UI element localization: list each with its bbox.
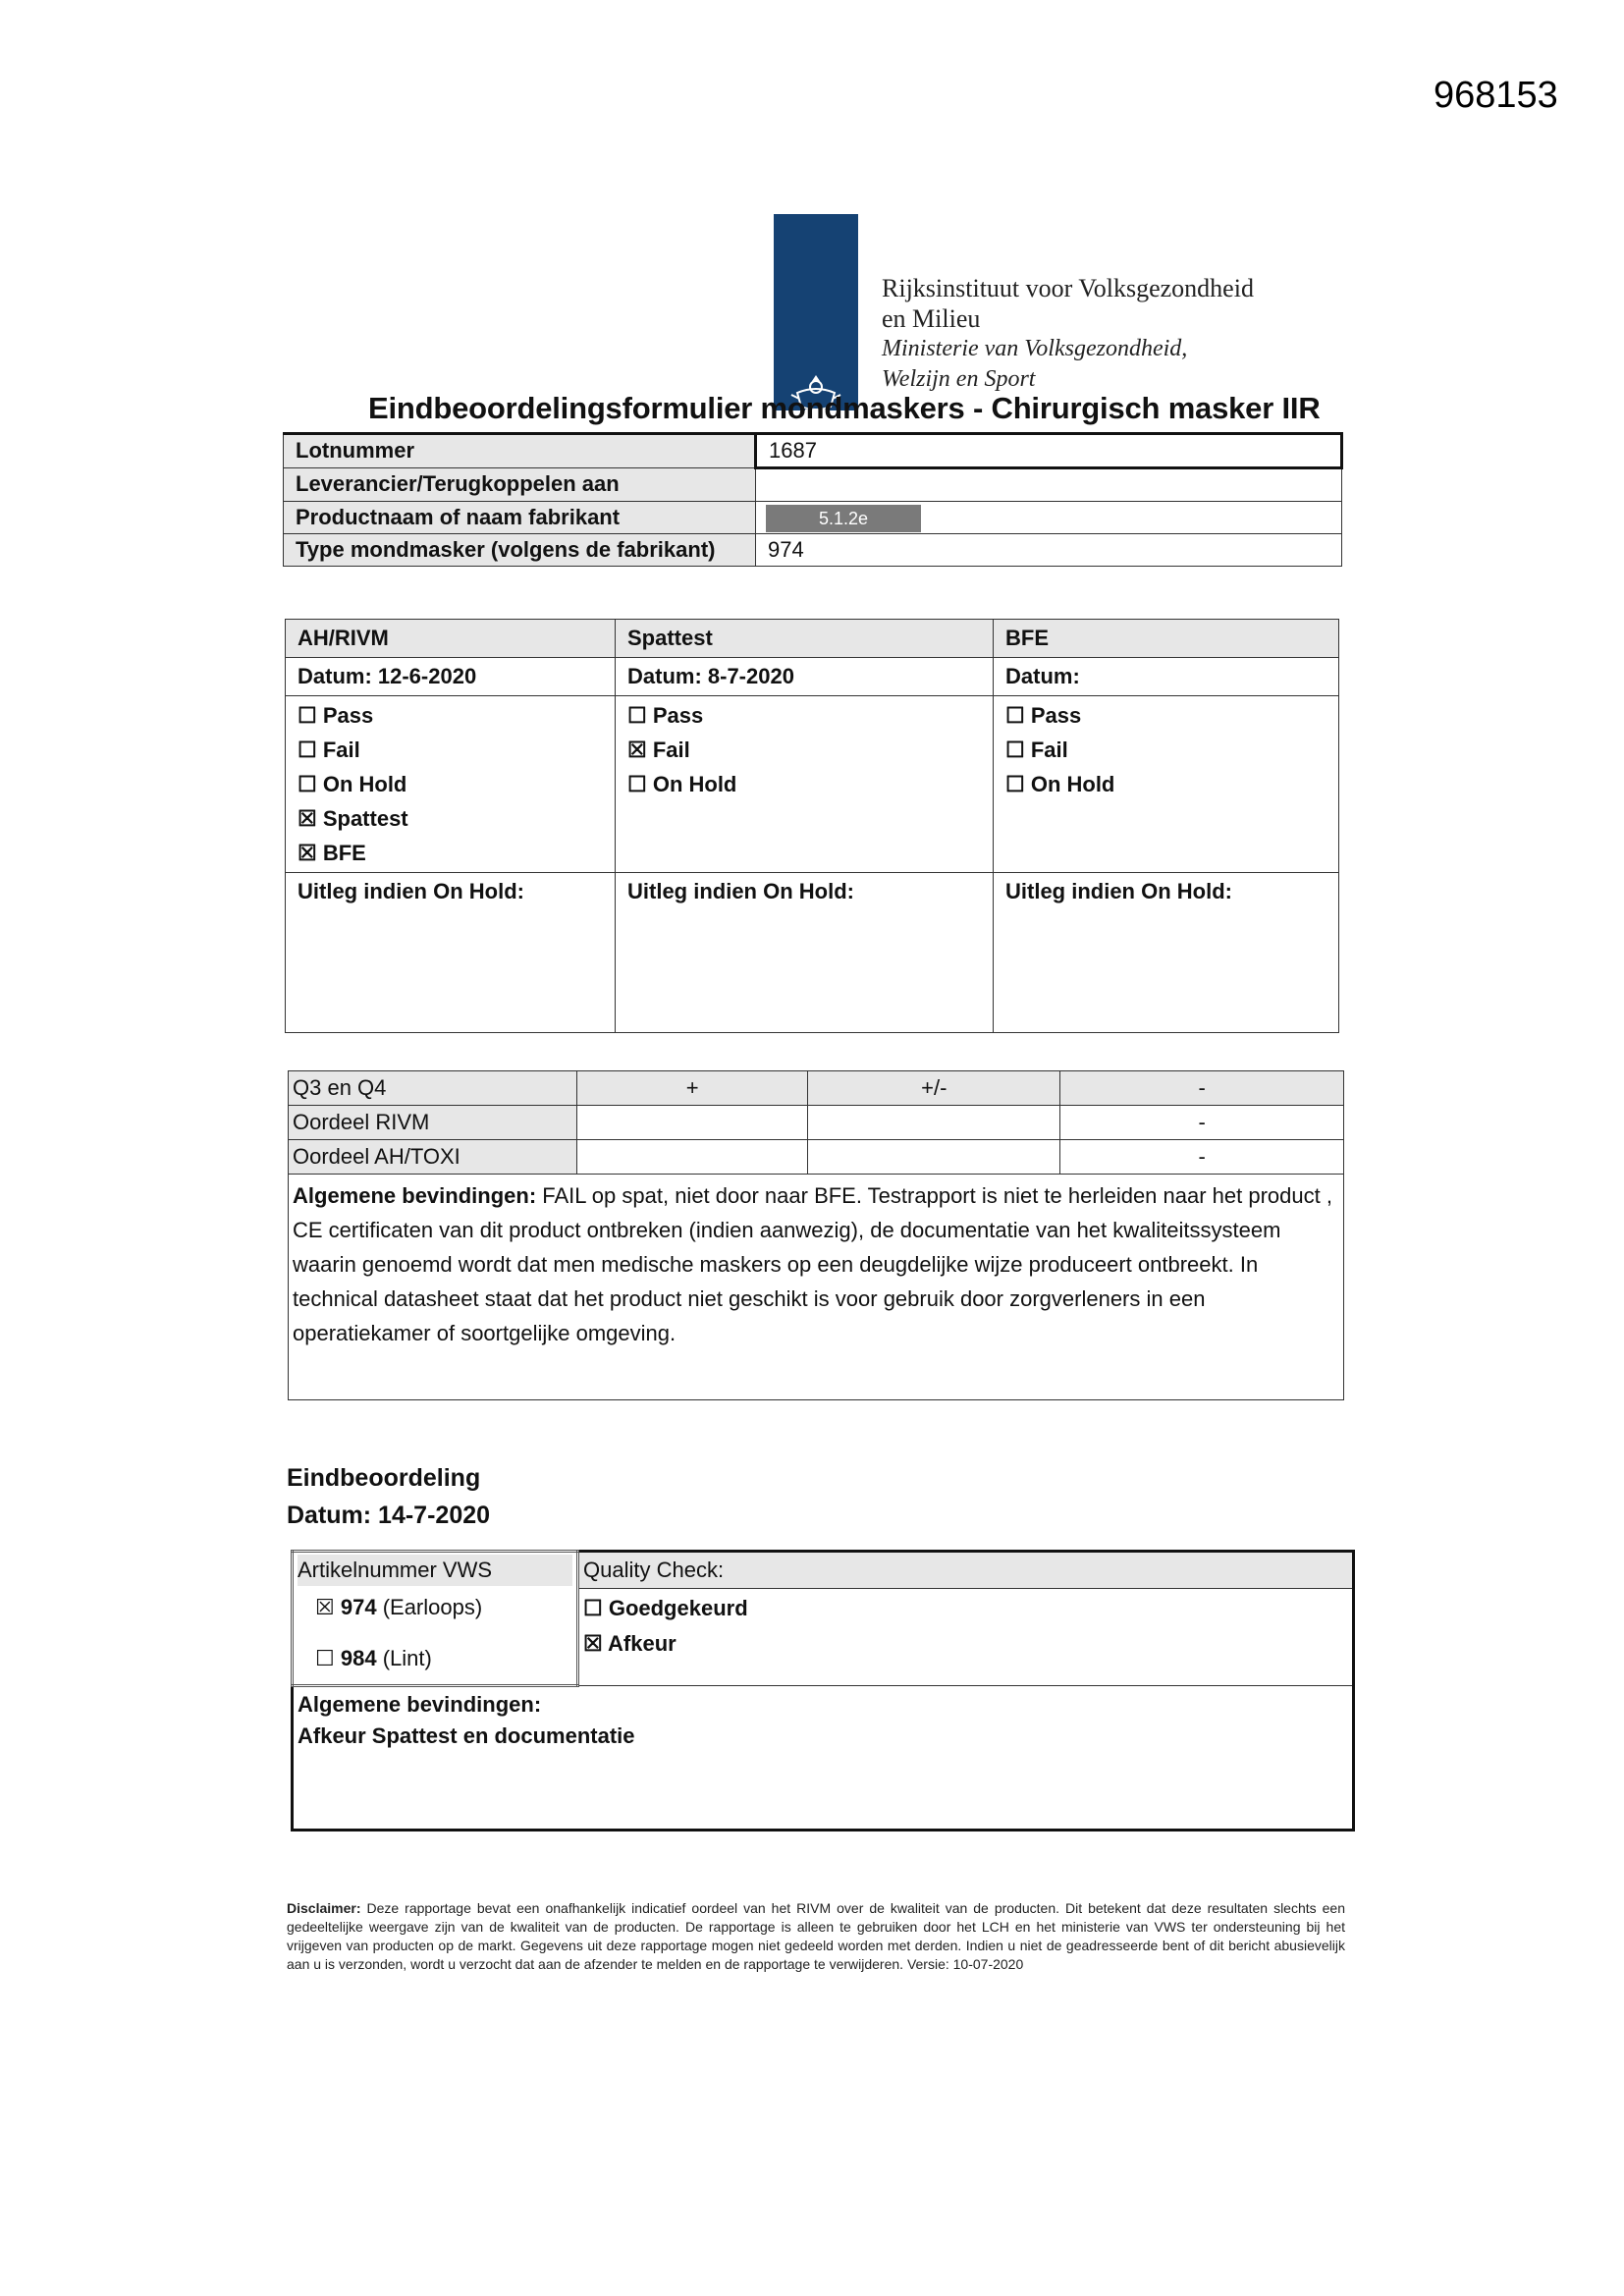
bfe-date: Datum:: [994, 658, 1339, 696]
spattest-options: [616, 696, 994, 873]
quality-check-header: Quality Check:: [579, 1553, 1352, 1589]
bfe-header: BFE: [994, 620, 1339, 658]
eindbeoordeling-heading: Eindbeoordeling: [287, 1464, 481, 1492]
disclaimer-text: Deze rapportage bevat een onafhankelijk indicatief oordeel van het RIVM over de kwaliteit van de producten. Dit betekent dat deze resultaten slechts een gedeeltelijke weergave zijn van de kwaliteit van de producten. De rapportage is alleen te gebruiken door het LCH en het ministerie van VWS ter ondersteuning bij het vrijgeven van producten op de markt. Gegevens uit deze rapportage mogen niet gedeeld worden met derden. Indien u niet de geadresseerde bent of dit bericht abusievelijk aan u is verzonden, wordt u verzocht dat aan de afzender te melden en de rapportage te verwijderen. Versie: 10-07-2020: [287, 1900, 1345, 1972]
ah-rivm-date: Datum: 12-6-2020: [286, 658, 616, 696]
quality-check-cell: [578, 1552, 1354, 1686]
option-pass: ☐ Pass: [298, 703, 374, 728]
form-title: Eindbeoordelingsformulier mondmaskers - Chirurgisch masker IIR: [368, 391, 1321, 425]
ah-rivm-header: AH/RIVM: [286, 620, 616, 658]
option-on-hold: ☐ On Hold: [627, 772, 737, 796]
table-row: [289, 1175, 1344, 1400]
artikel-desc: (Lint): [376, 1646, 432, 1670]
productnaam-cell: [756, 502, 1342, 534]
lot-info-table: [283, 432, 1343, 567]
option-spattest: ☒ Spattest: [298, 806, 408, 831]
q-header-plusminus: +/-: [808, 1071, 1060, 1106]
artikelnummer-header: Artikelnummer VWS: [298, 1555, 572, 1586]
table-cell: [808, 1106, 1060, 1140]
eindbeoordeling-section: [287, 1459, 490, 1534]
artikel-number: 984: [340, 1646, 377, 1670]
option-pass: ☐ Pass: [1005, 703, 1082, 728]
lotnummer-value: 1687: [756, 434, 1342, 468]
table-row: [286, 620, 1339, 658]
artikel-option-974: [298, 1590, 572, 1625]
bfe-options: [994, 696, 1339, 873]
option-fail: ☐ Fail: [298, 738, 360, 762]
option-on-hold: ☐ On Hold: [298, 772, 407, 796]
org-line-2: en Milieu: [882, 304, 981, 333]
table-cell: [577, 1106, 808, 1140]
q-header-minus: -: [1060, 1071, 1344, 1106]
oordeel-rivm-label: Oordeel RIVM: [289, 1106, 577, 1140]
table-row: [284, 534, 1342, 567]
redaction-box: 5.1.2e: [766, 505, 921, 532]
org-line-4: Welzijn en Sport: [882, 366, 1036, 392]
option-fail: ☒ Fail: [627, 738, 690, 762]
disclaimer: [287, 1899, 1345, 1974]
table-cell: -: [1060, 1140, 1344, 1175]
ah-rivm-options: [286, 696, 616, 873]
type-value: 974: [756, 534, 1342, 567]
table-cell: [808, 1140, 1060, 1175]
organization-name: [882, 273, 1254, 395]
table-row: [289, 1140, 1344, 1175]
spattest-uitleg: Uitleg indien On Hold:: [616, 873, 994, 1033]
final-bevindingen-cell: [293, 1686, 1354, 1831]
q-assessment-table: [288, 1070, 1344, 1400]
lotnummer-label: Lotnummer: [284, 434, 756, 468]
org-line-3: Ministerie van Volksgezondheid,: [882, 336, 1188, 361]
spattest-header: Spattest: [616, 620, 994, 658]
table-row: [286, 696, 1339, 873]
checkbox-empty-icon: ☐: [315, 1646, 335, 1670]
checkbox-checked-icon: ☒: [315, 1595, 335, 1619]
table-cell: [577, 1140, 808, 1175]
oordeel-ah-toxi-label: Oordeel AH/TOXI: [289, 1140, 577, 1175]
option-on-hold: ☐ On Hold: [1005, 772, 1115, 796]
artikel-desc: (Earloops): [376, 1595, 483, 1619]
table-row: [286, 658, 1339, 696]
bevindingen-text: FAIL op spat, niet door naar BFE. Testrapport is niet te herleiden naar het product , CE certificaten van dit product ontbreken (indien aanwezig), de documentatie van het kwaliteitssysteem waarin genoemd wordt dat men medische maskers op een deugdelijke wijze produceert ontbreekt. In technical datasheet staat dat het product niet geschikt is voor gebruik door zorgverleners in een operatiekamer of soortgelijke omgeving.: [293, 1183, 1332, 1345]
type-label: Type mondmasker (volgens de fabrikant): [284, 534, 756, 567]
leverancier-label: Leverancier/Terugkoppelen aan: [284, 468, 756, 502]
table-row: [293, 1552, 1354, 1686]
table-row: [286, 873, 1339, 1033]
eindbeoordeling-date: Datum: 14-7-2020: [287, 1502, 491, 1529]
org-line-1: Rijksinstituut voor Volksgezondheid: [882, 274, 1254, 302]
artikel-number: 974: [340, 1595, 377, 1619]
bfe-uitleg: Uitleg indien On Hold:: [994, 873, 1339, 1033]
quality-options: [579, 1589, 1352, 1664]
table-row: [293, 1686, 1354, 1831]
table-cell: -: [1060, 1106, 1344, 1140]
q-header-label: Q3 en Q4: [289, 1071, 577, 1106]
q-header-plus: +: [577, 1071, 808, 1106]
option-pass: ☐ Pass: [627, 703, 704, 728]
algemene-bevindingen-cell: [289, 1175, 1344, 1400]
artikel-option-984: [298, 1641, 572, 1676]
option-bfe: ☒ BFE: [298, 841, 366, 865]
disclaimer-label: Disclaimer:: [287, 1900, 361, 1916]
option-goedgekeurd: ☐ Goedgekeurd: [583, 1596, 748, 1620]
option-afkeur: ☒ Afkeur: [583, 1631, 677, 1656]
bevindingen-label: Algemene bevindingen:: [293, 1183, 537, 1208]
final-bevindingen-text: Afkeur Spattest en documentatie: [298, 1723, 635, 1748]
leverancier-value: [756, 468, 1342, 502]
table-row: [284, 502, 1342, 534]
status-table: [285, 619, 1339, 1033]
table-row: [284, 434, 1342, 468]
table-row: [289, 1106, 1344, 1140]
option-fail: ☐ Fail: [1005, 738, 1068, 762]
final-bevindingen-label: Algemene bevindingen:: [298, 1692, 542, 1717]
spattest-date: Datum: 8-7-2020: [616, 658, 994, 696]
table-row: [289, 1071, 1344, 1106]
table-row: [284, 468, 1342, 502]
document-number: 968153: [1434, 75, 1558, 116]
productnaam-label: Productnaam of naam fabrikant: [284, 502, 756, 534]
ah-rivm-uitleg: Uitleg indien On Hold:: [286, 873, 616, 1033]
final-assessment-table: [291, 1550, 1355, 1831]
artikelnummer-cell: [293, 1552, 578, 1686]
